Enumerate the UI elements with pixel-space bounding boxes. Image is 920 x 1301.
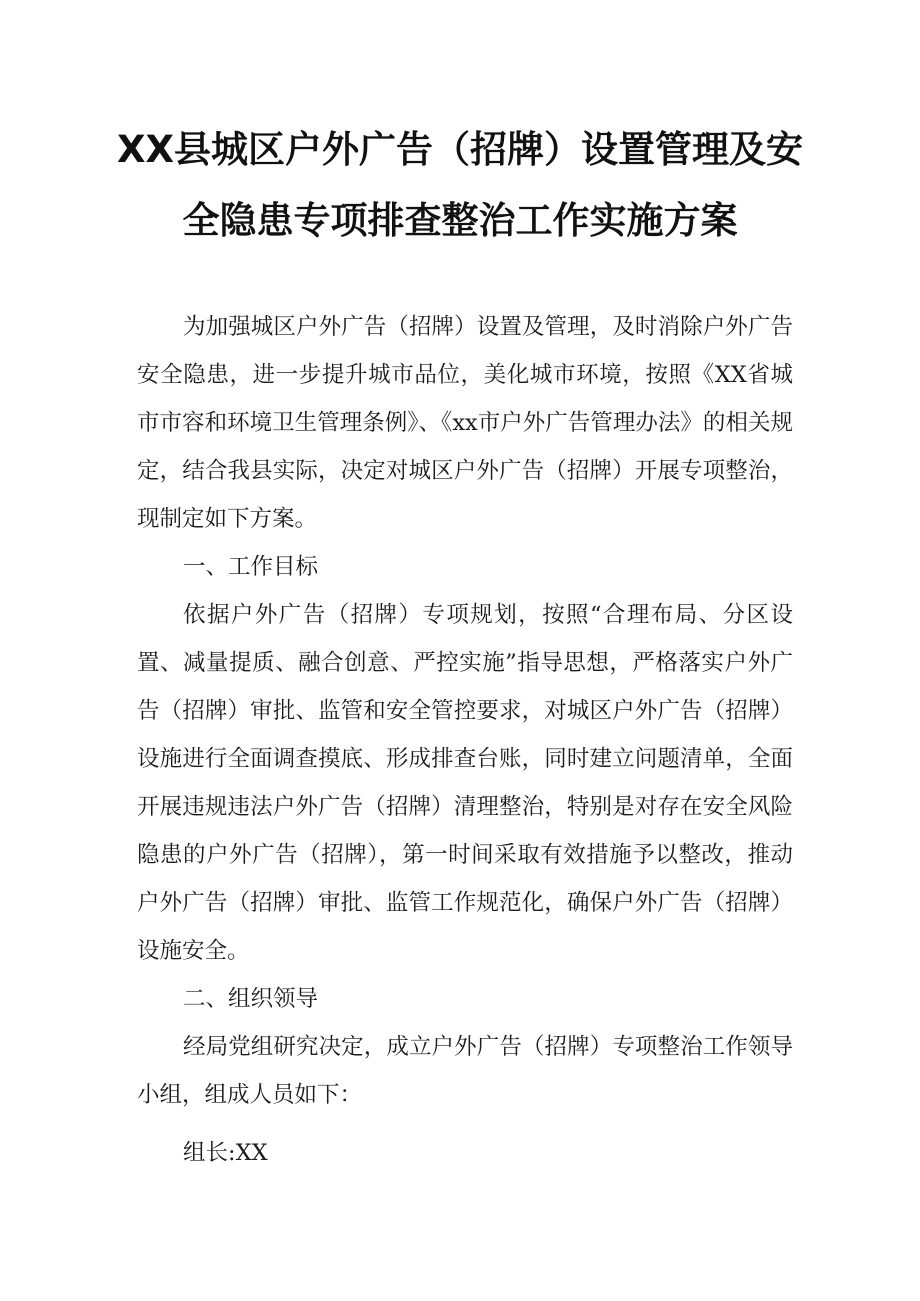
organization-paragraph: 经局党组研究决定，成立户外广告（招牌）专项整治工作领导小组，组成人员如下： <box>137 1034 793 1108</box>
document-title-line-1: XX县城区户外广告（招牌）设置管理及安 <box>116 128 804 171</box>
section-heading-goals: 一、工作目标 <box>183 554 319 580</box>
section-heading-organization: 二、组织领导 <box>183 986 319 1012</box>
goals-paragraph: 依据户外广告（招牌）专项规划，按照“合理布局、分区设置、减量提质、融合创意、严控实施”指导思想，严格落实户外广告（招牌）审批、监管和安全管控要求，对城区户外广告（招牌）设施进行全面调查摸底、形成排查台账，同时建立问题清单，全面开展违规违法户外广告（招牌）清理整治，特别是对存在安全风险隐患的户外广告（招牌），第一时间采取有效措施予以整改，推动户外广告（招牌）审批、监管工作规范化，确保户外广告（招牌）设施安全。 <box>137 602 793 964</box>
document-title-line-2: 全隐患专项排查整治工作实施方案 <box>182 199 738 242</box>
intro-paragraph: 为加强城区户外广告（招牌）设置及管理，及时消除户外广告安全隐患，进一步提升城市品位，美化城市环境，按照《XX省城市市容和环境卫生管理条例》、《xx市户外广告管理办法》的相关规定，结合我县实际，决定对城区户外广告（招牌）开展专项整治，现制定如下方案。 <box>137 314 793 532</box>
document-body <box>137 303 793 1177</box>
leader-line: 组长:XX <box>183 1140 268 1166</box>
